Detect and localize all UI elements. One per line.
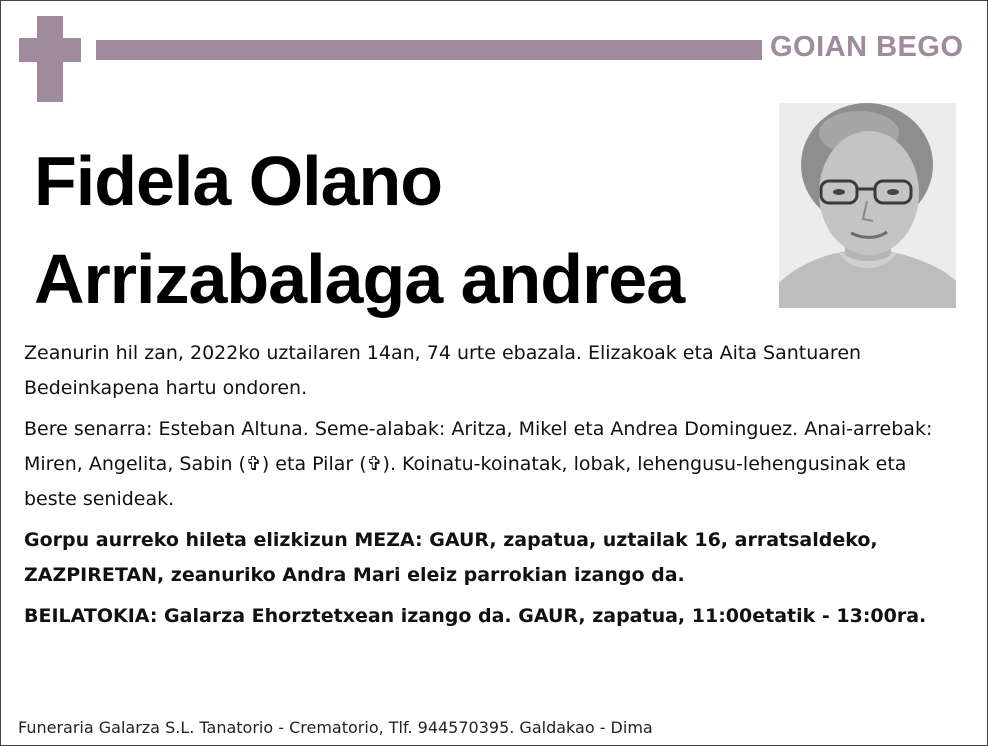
header-label: GOIAN BEGO [770,31,964,63]
funeral-home-footer: Funeraria Galarza S.L. Tanatorio - Crematorio, Tlf. 944570395. Galdakao - Dima [18,718,653,737]
wake-paragraph: BEILATOKIA: Galarza Ehorztetxean izango da. GAUR, zapatua, 11:00etatik - 13:00ra. [24,605,927,627]
death-paragraph: Zeanurin hil zan, 2022ko uztailaren 14an, 74 urte ebazala. Elizakoak eta Aita Santuaren Bedeinkapena hartu ondoren. [24,342,862,399]
notice-body [24,336,959,640]
name-line-2: Arrizabalaga andrea [34,240,685,318]
name-line-1: Fidela Olano [34,142,443,220]
deceased-name [34,132,684,328]
mass-paragraph: Gorpu aurreko hileta elizkizun MEZA: GAUR, zapatua, uztailak 16, arratsaldeko, ZAZPIRETAN, zeanuriko Andra Mari eleiz parrokian izango da. [24,529,878,586]
portrait-photo [779,103,956,308]
header-bar [96,40,762,60]
family-paragraph: Bere senarra: Esteban Altuna. Seme-alabak: Aritza, Mikel eta Andrea Dominguez. Anai-arrebak: Miren, Angelita, Sabin (✞) eta Pilar (✞). Koinatu-koinatak, lobak, lehengusu-lehengusinak eta beste senideak. [24,418,933,510]
